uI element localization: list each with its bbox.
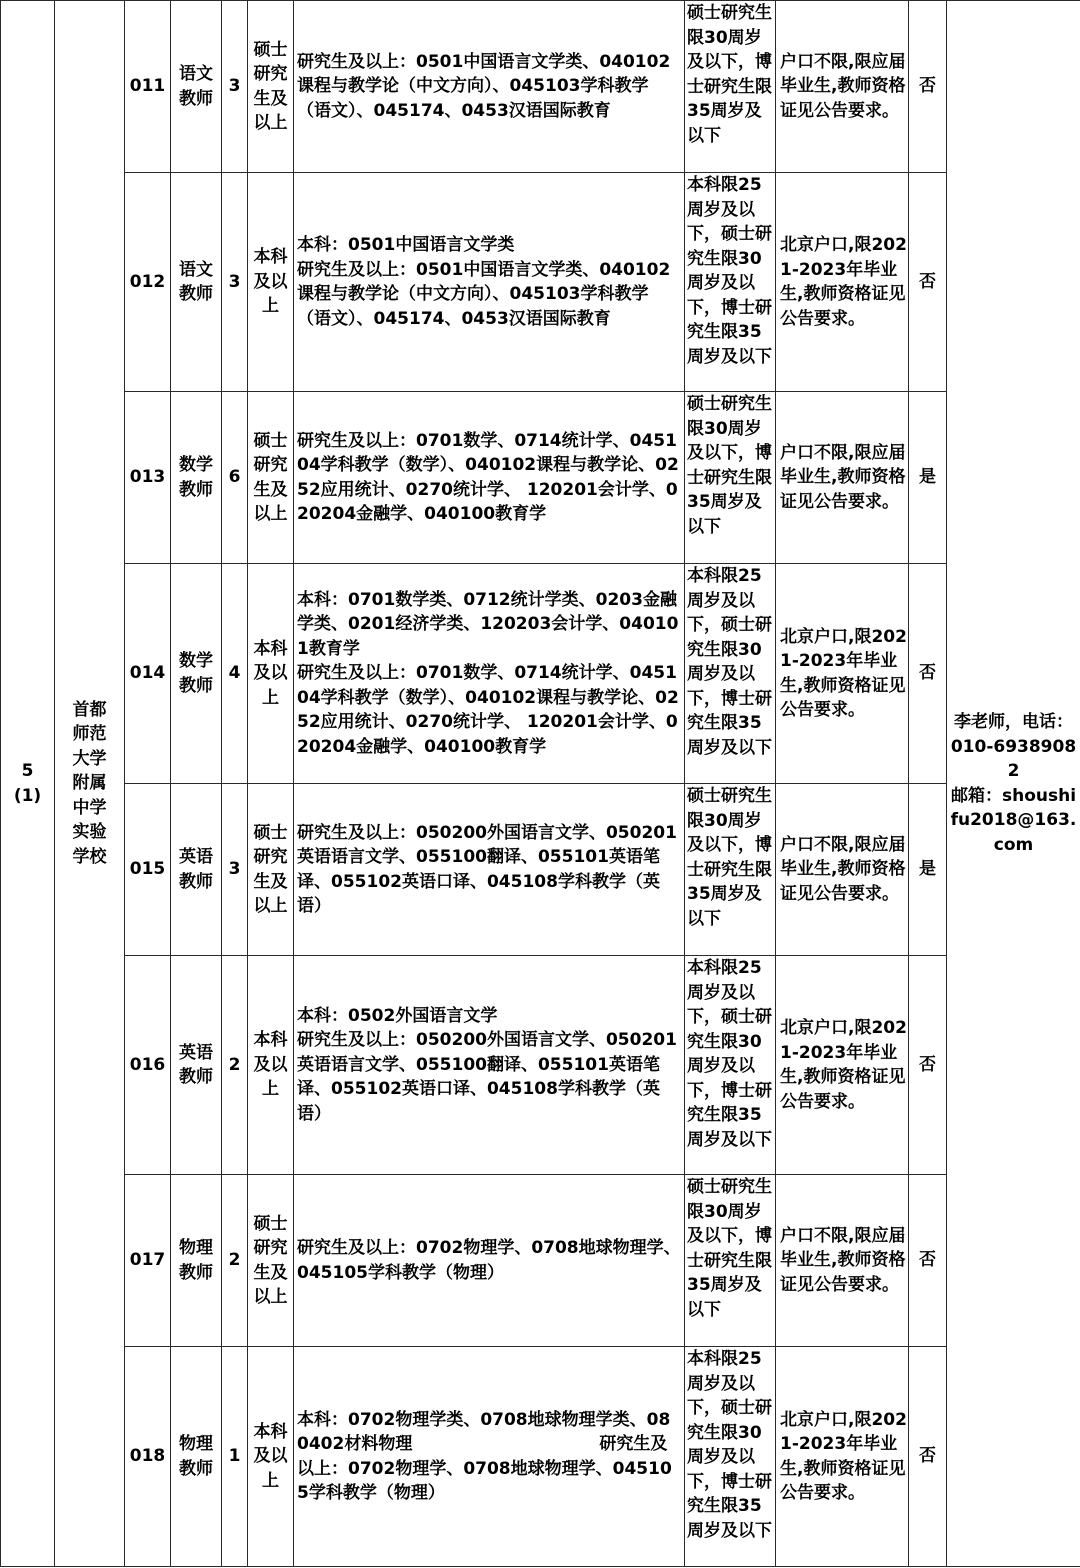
major-requirement: 研究生及以上：050200外国语言文学、050201英语语言文学、055100翻译、055101英语笔译、055102英语口译、045108学科教学（英语）	[294, 784, 685, 956]
position-code: 011	[125, 1, 171, 173]
hire-count: 2	[222, 956, 248, 1175]
position-name: 数学教师	[171, 564, 222, 784]
position-name: 英语教师	[171, 956, 222, 1175]
position-name: 英语教师	[171, 784, 222, 956]
degree-requirement: 硕士研究生及以上	[248, 392, 294, 564]
hire-count: 6	[222, 392, 248, 564]
yes-no-flag: 否	[909, 173, 947, 392]
table-row	[1, 173, 1080, 392]
age-requirement: 本科限25周岁及以下，硕士研究生限30周岁及以下，博士研究生限35周岁及以下	[685, 956, 776, 1175]
position-code: 017	[125, 1175, 171, 1347]
other-requirement: 北京户口,限2021-2023年毕业生,教师资格证见公告要求。	[776, 1347, 909, 1567]
unit-seq-cell	[1, 1, 55, 1567]
position-name: 物理教师	[171, 1347, 222, 1567]
yes-no-flag: 否	[909, 1347, 947, 1567]
major-requirement: 本科：0701数学类、0712统计学类、0203金融学类、0201经济学类、120203会计学、040101教育学 研究生及以上：0701数学、0714统计学、045104学科教学（数学）、040102课程与教学论、0252应用统计、0270统计学、 120201会计学、020204金融学、040100教育学	[294, 564, 685, 784]
school-name: 首都师范大学附属中学实验学校	[72, 699, 107, 867]
degree-requirement: 本科及以上	[248, 173, 294, 392]
hire-count: 3	[222, 1, 248, 173]
table-body	[1, 1, 1080, 1567]
major-requirement: 研究生及以上：0701数学、0714统计学、045104学科教学（数学）、040102课程与教学论、0252应用统计、0270统计学、 120201会计学、020204金融学、040100教育学	[294, 392, 685, 564]
degree-requirement: 硕士研究生及以上	[248, 784, 294, 956]
age-requirement: 本科限25周岁及以下，硕士研究生限30周岁及以下，博士研究生限35周岁及以下	[685, 1347, 776, 1567]
unit-seq: 5 (1)	[13, 761, 42, 806]
age-requirement: 硕士研究生限30周岁及以下，博士研究生限35周岁及以下	[685, 784, 776, 956]
degree-requirement: 硕士研究生及以上	[248, 1, 294, 173]
other-requirement: 户口不限,限应届毕业生,教师资格证见公告要求。	[776, 1, 909, 173]
age-requirement: 硕士研究生限30周岁及以下，博士研究生限35周岁及以下	[685, 1175, 776, 1347]
table-row	[1, 564, 1080, 784]
contact-cell	[947, 1, 1080, 1567]
position-code: 013	[125, 392, 171, 564]
degree-requirement: 硕士研究生及以上	[248, 1175, 294, 1347]
degree-requirement: 本科及以上	[248, 564, 294, 784]
other-requirement: 北京户口,限2021-2023年毕业生,教师资格证见公告要求。	[776, 956, 909, 1175]
table-row	[1, 392, 1080, 564]
other-requirement: 户口不限,限应届毕业生,教师资格证见公告要求。	[776, 1175, 909, 1347]
yes-no-flag: 否	[909, 956, 947, 1175]
yes-no-flag: 是	[909, 392, 947, 564]
degree-requirement: 本科及以上	[248, 1347, 294, 1567]
major-requirement: 本科：0702物理学类、0708地球物理学类、080402材料物理 研究生及以上：0702物理学、0708地球物理学、045105学科教学（物理）	[294, 1347, 685, 1567]
table-row	[1, 1175, 1080, 1347]
yes-no-flag: 是	[909, 784, 947, 956]
yes-no-flag: 否	[909, 1, 947, 173]
age-requirement: 硕士研究生限30周岁及以下，博士研究生限35周岁及以下	[685, 392, 776, 564]
major-requirement: 研究生及以上：0501中国语言文学类、040102课程与教学论（中文方向）、045103学科教学（语文）、045174、0453汉语国际教育	[294, 1, 685, 173]
age-requirement: 硕士研究生限30周岁及以下，博士研究生限35周岁及以下	[685, 1, 776, 173]
table-row	[1, 1347, 1080, 1567]
other-requirement: 北京户口,限2021-2023年毕业生,教师资格证见公告要求。	[776, 173, 909, 392]
position-name: 语文教师	[171, 173, 222, 392]
major-requirement: 本科：0501中国语言文学类 研究生及以上：0501中国语言文学类、040102课程与教学论（中文方向）、045103学科教学（语文）、045174、0453汉语国际教育	[294, 173, 685, 392]
position-code: 012	[125, 173, 171, 392]
yes-no-flag: 否	[909, 564, 947, 784]
age-requirement: 本科限25周岁及以下，硕士研究生限30周岁及以下，博士研究生限35周岁及以下	[685, 564, 776, 784]
hire-count: 3	[222, 173, 248, 392]
major-requirement: 本科：0502外国语言文学 研究生及以上：050200外国语言文学、050201英语语言文学、055100翻译、055101英语笔译、055102英语口译、045108学科教学（英语）	[294, 956, 685, 1175]
other-requirement: 户口不限,限应届毕业生,教师资格证见公告要求。	[776, 392, 909, 564]
table-row	[1, 784, 1080, 956]
age-requirement: 本科限25周岁及以下，硕士研究生限30周岁及以下，博士研究生限35周岁及以下	[685, 173, 776, 392]
table-row	[1, 1, 1080, 173]
hire-count: 1	[222, 1347, 248, 1567]
position-code: 014	[125, 564, 171, 784]
position-code: 015	[125, 784, 171, 956]
hire-count: 2	[222, 1175, 248, 1347]
yes-no-flag: 否	[909, 1175, 947, 1347]
position-code: 018	[125, 1347, 171, 1567]
position-name: 物理教师	[171, 1175, 222, 1347]
degree-requirement: 本科及以上	[248, 956, 294, 1175]
other-requirement: 北京户口,限2021-2023年毕业生,教师资格证见公告要求。	[776, 564, 909, 784]
position-code: 016	[125, 956, 171, 1175]
contact-info: 李老师，电话：010-69389082 邮箱：shoushifu2018@163.com	[950, 712, 1077, 855]
position-name: 数学教师	[171, 392, 222, 564]
major-requirement: 研究生及以上：0702物理学、0708地球物理学、045105学科教学（物理）	[294, 1175, 685, 1347]
table-row	[1, 956, 1080, 1175]
position-name: 语文教师	[171, 1, 222, 173]
school-name-cell	[55, 1, 125, 1567]
other-requirement: 户口不限,限应届毕业生,教师资格证见公告要求。	[776, 784, 909, 956]
hire-count: 4	[222, 564, 248, 784]
hire-count: 3	[222, 784, 248, 956]
